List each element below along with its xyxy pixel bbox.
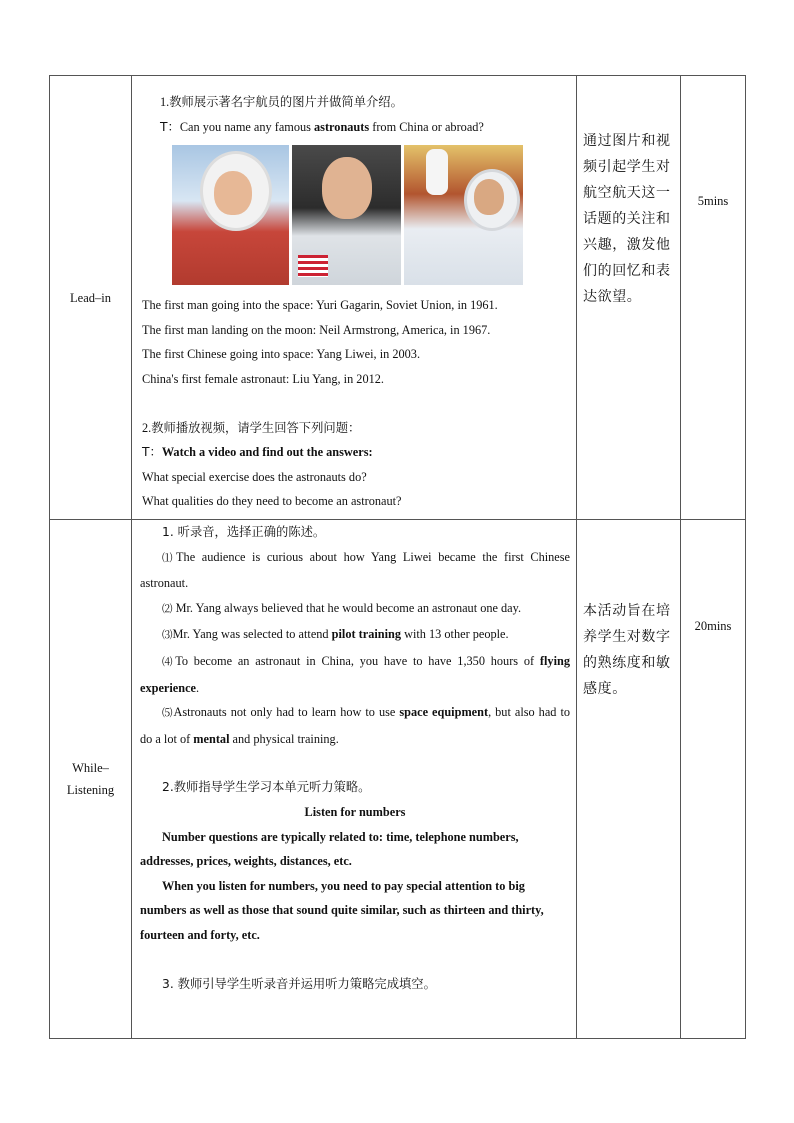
purpose-text: 通过图片和视频引起学生对航空航天这一话题的关注和兴趣，激发他们的回忆和表达欲望。 bbox=[583, 133, 671, 305]
fact-line: The first man landing on the moon: Neil Armstrong, America, in 1967. bbox=[142, 322, 491, 337]
table-row-while-listening bbox=[50, 520, 746, 1039]
time-label: 5mins bbox=[697, 193, 729, 208]
purpose-cell bbox=[577, 76, 681, 520]
step-2-heading: 2.教师播放视频，请学生回答下列问题： bbox=[142, 420, 361, 435]
time-cell bbox=[681, 520, 746, 1039]
fact-line: China's first female astronaut: Liu Yang, in 2012. bbox=[142, 371, 384, 386]
armstrong-photo bbox=[292, 145, 401, 285]
teacher-question: T：Can you name any famous astronauts from China or abroad? bbox=[160, 119, 484, 134]
lesson-plan-table bbox=[49, 75, 746, 1039]
step-1-heading: 1. 听录音，选择正确的陈述。 bbox=[162, 525, 326, 539]
video-question: What special exercise does the astronauts do? bbox=[142, 469, 367, 484]
statement-3: ⑶Mr. Yang was selected to attend pilot training with 13 other people. bbox=[162, 627, 509, 642]
strategy-paragraph: Number questions are typically related to: time, telephone numbers, addresses, prices, weights, distances, etc. bbox=[140, 829, 519, 869]
purpose-cell bbox=[577, 520, 681, 1039]
stage-label: Lead–in bbox=[70, 290, 111, 305]
gagarin-photo bbox=[172, 145, 289, 285]
statement-4: ⑷To become an astronaut in China, you have to have 1,350 hours of flying experience. bbox=[140, 653, 570, 695]
yang-liwei-photo bbox=[404, 145, 523, 285]
fact-line: The first Chinese going into space: Yang Liwei, in 2003. bbox=[142, 347, 421, 362]
statement-2: ⑵ Mr. Yang always believed that he would become an astronaut one day. bbox=[162, 600, 522, 615]
lesson-plan-page bbox=[49, 75, 745, 1040]
video-task: T：Watch a video and find out the answers: bbox=[142, 445, 373, 460]
statement-1: ⑴The audience is curious about how Yang Liwei became the first Chinese astronaut. bbox=[140, 549, 570, 591]
step-2-heading: 2.教师指导学生学习本单元听力策略。 bbox=[162, 780, 371, 795]
step-3-heading: 3. 教师引导学生听录音并运用听力策略完成填空。 bbox=[162, 976, 436, 991]
content-cell bbox=[132, 76, 577, 520]
video-question: What qualities do they need to become an astronaut? bbox=[142, 494, 402, 509]
fact-line: The first man going into the space: Yuri Gagarin, Soviet Union, in 1961. bbox=[142, 298, 498, 313]
stage-label: While– Listening bbox=[66, 761, 115, 797]
strategy-title: Listen for numbers bbox=[304, 804, 406, 819]
strategy-paragraph: When you listen for numbers, you need to pay special attention to big numbers as well as those that sound quite similar, such as thirteen and thirty, fourteen and forty, etc. bbox=[140, 878, 544, 942]
time-label: 20mins bbox=[694, 619, 732, 633]
purpose-text: 本活动旨在培养学生对数字的熟练度和敏感度。 bbox=[583, 603, 671, 697]
step-1-heading: 1.教师展示著名宇航员的图片并做简单介绍。 bbox=[160, 95, 403, 109]
stage-cell bbox=[50, 76, 132, 520]
statement-5: ⑸Astronauts not only had to learn how to use space equipment, but also had to do a lot of mental and physical training. bbox=[140, 705, 571, 746]
table-row-lead-in bbox=[50, 76, 746, 520]
stage-cell bbox=[50, 520, 132, 1039]
astronaut-photos bbox=[172, 145, 568, 285]
content-cell bbox=[132, 520, 577, 1039]
time-cell bbox=[681, 76, 746, 520]
astronaut-facts bbox=[142, 293, 568, 391]
